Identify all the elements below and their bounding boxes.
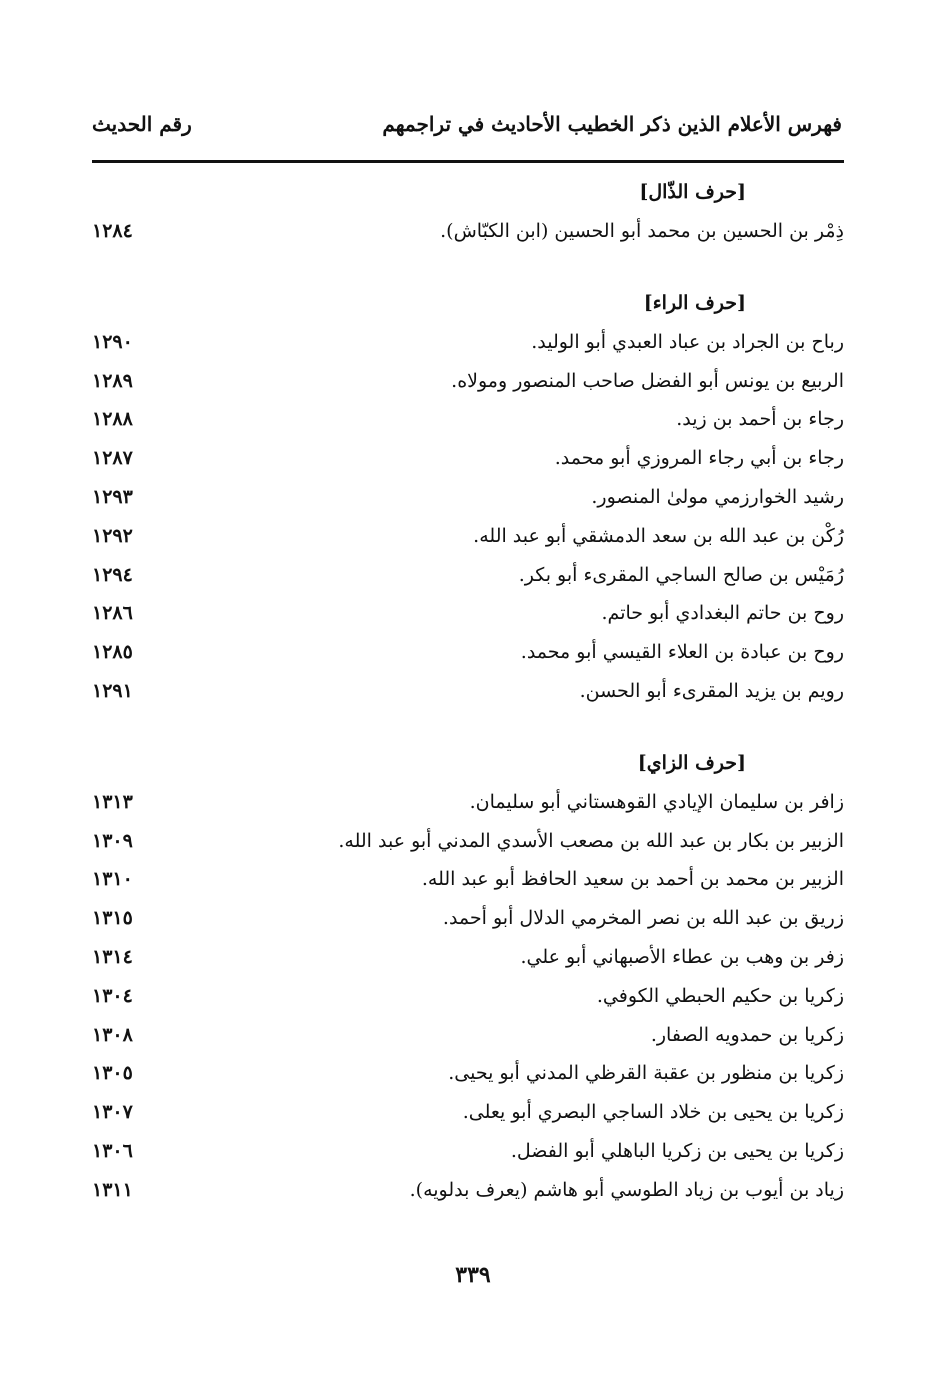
entry-name: رشيد الخوارزمي مولىٰ المنصور. xyxy=(591,485,844,508)
entry-name: رباح بن الجراد بن عباد العبدي أبو الوليد. xyxy=(531,330,844,353)
entry-name: ذِمْر بن الحسين بن محمد أبو الحسين (ابن الكبّاش). xyxy=(440,220,844,242)
entry-name: روح بن عبادة بن العلاء القيسي أبو محمد. xyxy=(520,641,844,664)
index-entry xyxy=(92,400,844,439)
entry-name: رجاء بن أحمد بن زيد. xyxy=(676,408,844,431)
entry-name: زكريا بن يحيى بن خلاد الساجي البصري أبو يعلى. xyxy=(462,1101,844,1124)
entry-number: ١٣٠٥ xyxy=(92,1062,133,1085)
index-entry xyxy=(92,860,844,899)
entry-number: ١٣١٥ xyxy=(92,907,133,930)
entry-name: زكريا بن منظور بن عقبة القرظي المدني أبو يحيى. xyxy=(448,1062,844,1085)
letter-section-zay xyxy=(92,743,844,1210)
index-entry xyxy=(92,1016,844,1055)
index-entry xyxy=(92,1054,844,1093)
entry-name: زريق بن عبد الله بن نصر المخرمي الدلال أبو أحمد. xyxy=(442,907,844,930)
entry-number: ١٣٠٦ xyxy=(92,1139,133,1162)
entry-name: رويم بن يزيد المقرىء أبو الحسن. xyxy=(579,679,844,702)
entry-number: ١٣١١ xyxy=(92,1178,133,1201)
entry-number: ١٢٩٣ xyxy=(92,485,133,508)
entry-number: ١٢٨٧ xyxy=(92,447,133,470)
entry-number: ١٢٨٤ xyxy=(92,220,133,242)
entry-name: رُكْن بن عبد الله بن سعد الدمشقي أبو عبد الله. xyxy=(473,524,844,547)
entry-name: روح بن حاتم البغدادي أبو حاتم. xyxy=(601,602,844,625)
page-number: ٣٣٩ xyxy=(455,1262,491,1288)
entry-number: ١٢٨٥ xyxy=(92,641,133,664)
index-entry xyxy=(92,478,844,517)
index-entry xyxy=(92,633,844,672)
entry-name: زياد بن أيوب بن زياد الطوسي أبو هاشم (يعرف بدلويه). xyxy=(409,1178,844,1201)
entry-number: ١٢٩٤ xyxy=(92,563,133,586)
entry-number: ١٣٠٩ xyxy=(92,829,133,852)
section-gap xyxy=(92,711,844,743)
index-entry xyxy=(92,899,844,938)
index-entry xyxy=(92,938,844,977)
header-divider xyxy=(92,160,844,163)
page-header xyxy=(92,112,842,152)
index-entry xyxy=(92,783,844,822)
index-entry xyxy=(92,1132,844,1171)
index-title: فهرس الأعلام الذين ذكر الخطيب الأحاديث في تراجمهم xyxy=(382,112,842,136)
entry-number: ١٢٨٦ xyxy=(92,602,133,625)
letter-section-dhal xyxy=(92,172,844,251)
entry-number: ١٣١٠ xyxy=(92,868,133,891)
section-gap xyxy=(92,251,844,283)
entry-number: ١٢٩١ xyxy=(92,679,133,702)
entry-number: ١٣٠٨ xyxy=(92,1023,133,1046)
entry-name: الزبير بن بكار بن عبد الله بن مصعب الأسدي المدني أبو عبد الله. xyxy=(338,829,844,852)
letter-section-ra xyxy=(92,283,844,711)
index-entry xyxy=(92,556,844,595)
index-entry xyxy=(92,1171,844,1210)
index-entry xyxy=(92,517,844,556)
entry-name: الربيع بن يونس أبو الفضل صاحب المنصور ومولاه. xyxy=(451,369,844,392)
section-title: [حرف الذّال] xyxy=(639,181,746,203)
entry-name: زفر بن وهب بن عطاء الأصبهاني أبو علي. xyxy=(520,945,844,968)
index-entry xyxy=(92,822,844,861)
entry-number: ١٢٨٩ xyxy=(92,369,133,392)
entry-name: زافر بن سليمان الإيادي القوهستاني أبو سليمان. xyxy=(469,790,844,813)
entry-name: رُمَيْس بن صالح الساجي المقرىء أبو بكر. xyxy=(518,563,844,586)
index-entry xyxy=(92,977,844,1016)
entry-number: ١٢٩٠ xyxy=(92,330,133,353)
entry-number: ١٣١٣ xyxy=(92,790,133,813)
index-entry xyxy=(92,439,844,478)
section-title: [حرف الراء] xyxy=(643,291,746,314)
entry-name: زكريا بن يحيى بن زكريا الباهلي أبو الفضل. xyxy=(510,1139,844,1162)
entry-number: ١٣٠٤ xyxy=(92,984,133,1007)
index-entry xyxy=(92,672,844,711)
section-title: [حرف الزاي] xyxy=(637,751,746,774)
index-entry xyxy=(92,323,844,362)
entry-name: زكريا بن حكيم الحبطي الكوفي. xyxy=(596,984,844,1007)
index-entry xyxy=(92,362,844,401)
entry-name: الزبير بن محمد بن أحمد بن سعيد الحافظ أبو عبد الله. xyxy=(421,868,844,891)
index-entry xyxy=(92,594,844,633)
index-sections xyxy=(92,172,844,1210)
entry-number: ١٢٨٨ xyxy=(92,408,133,431)
index-entry xyxy=(92,1093,844,1132)
entry-name: رجاء بن أبي رجاء المروزي أبو محمد. xyxy=(554,447,844,470)
entry-number: ١٣٠٧ xyxy=(92,1101,133,1124)
index-entry xyxy=(92,212,844,251)
hadith-number-column-label: رقم الحديث xyxy=(92,112,192,136)
entry-number: ١٢٩٢ xyxy=(92,524,133,547)
entry-number: ١٣١٤ xyxy=(92,945,133,968)
entry-name: زكريا بن حمدويه الصفار. xyxy=(650,1023,844,1046)
